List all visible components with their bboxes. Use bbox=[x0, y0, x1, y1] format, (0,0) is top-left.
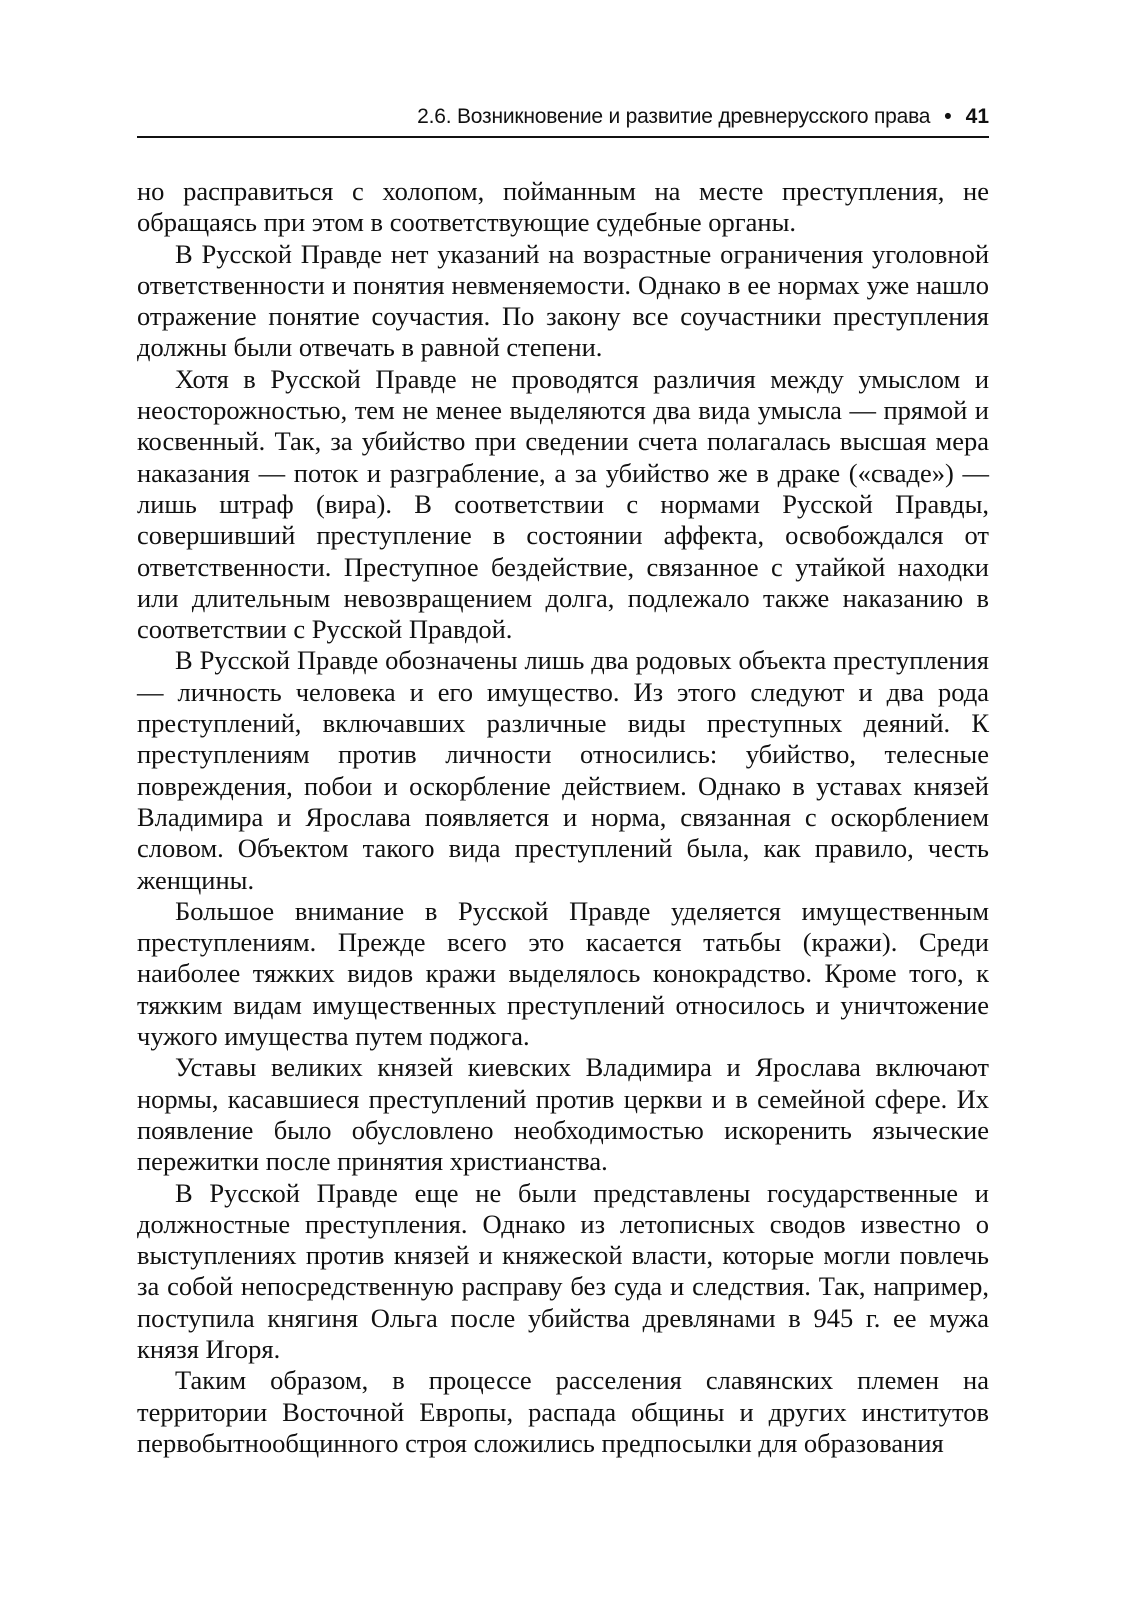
paragraph: Таким образом, в процессе расселения славянских племен на территории Восточной Европы, распада общины и других институтов первобытнообщинного строя сложились предпосылки для образования bbox=[137, 1365, 989, 1458]
page-number: 41 bbox=[965, 105, 989, 128]
paragraph: Уставы великих князей киевских Владимира и Ярослава включают нормы, касавшиеся преступлений против церкви и в семейной сфере. Их появление было обусловлено необходимостью искоренить языческие пережитки после принятия христианства. bbox=[137, 1052, 989, 1177]
header-bullet: • bbox=[944, 105, 952, 128]
paragraph-continued: но расправиться с холопом, пойманным на месте преступления, не обращаясь при этом в соответствующие судебные органы. bbox=[137, 176, 989, 238]
paragraph: В Русской Правде обозначены лишь два родовых объекта преступления — личность человека и его имущество. Из этого следуют и два рода преступлений, включавших различные виды преступных деяний. К преступлениям против личности относились: убийство, телесные повреждения, побои и оскорбление действием. Однако в уставах князей Владимира и Ярослава появляется и норма, связанная с оскорблением словом. Объектом такого вида преступлений была, как правило, честь женщины. bbox=[137, 645, 989, 895]
section-title: 2.6. Возникновение и развитие древнерусского права bbox=[417, 105, 931, 128]
paragraph: Большое внимание в Русской Правде уделяется имущественным преступлениям. Прежде всего это касается татьбы (кражи). Среди наиболее тяжких видов кражи выделялось конокрадство. Кроме того, к тяжким видам имущественных преступлений относилось и уничтожение чужого имущества путем поджога. bbox=[137, 895, 989, 1052]
running-header bbox=[137, 104, 989, 138]
body-text bbox=[137, 176, 989, 1459]
paragraph: Хотя в Русской Правде не проводятся различия между умыслом и неосторожностью, тем не менее выделяются два вида умысла — прямой и косвенный. Так, за убийство при сведении счета полагалась высшая мера наказания — поток и разграбление, а за убийство же в драке («сваде») — лишь штраф (вира). В соответствии с нормами Русской Правды, совершивший преступление в состоянии аффекта, освобождался от ответственности. Преступное бездействие, связанное с утайкой находки или длительным невозвращением долга, подлежало также наказанию в соответствии с Русской Правдой. bbox=[137, 363, 989, 645]
paragraph: В Русской Правде еще не были представлены государственные и должностные преступления. Однако из летописных сводов известно о выступлениях против князей и княжеской власти, которые могли повлечь за собой непосредственную расправу без суда и следствия. Так, например, поступила княгиня Ольга после убийства древлянами в 945 г. ее мужа князя Игоря. bbox=[137, 1177, 989, 1364]
paragraph: В Русской Правде нет указаний на возрастные ограничения уголовной ответственности и понятия невменяемости. Однако в ее нормах уже нашло отражение понятие соучастия. По закону все соучастники преступления должны были отвечать в равной степени. bbox=[137, 238, 989, 363]
